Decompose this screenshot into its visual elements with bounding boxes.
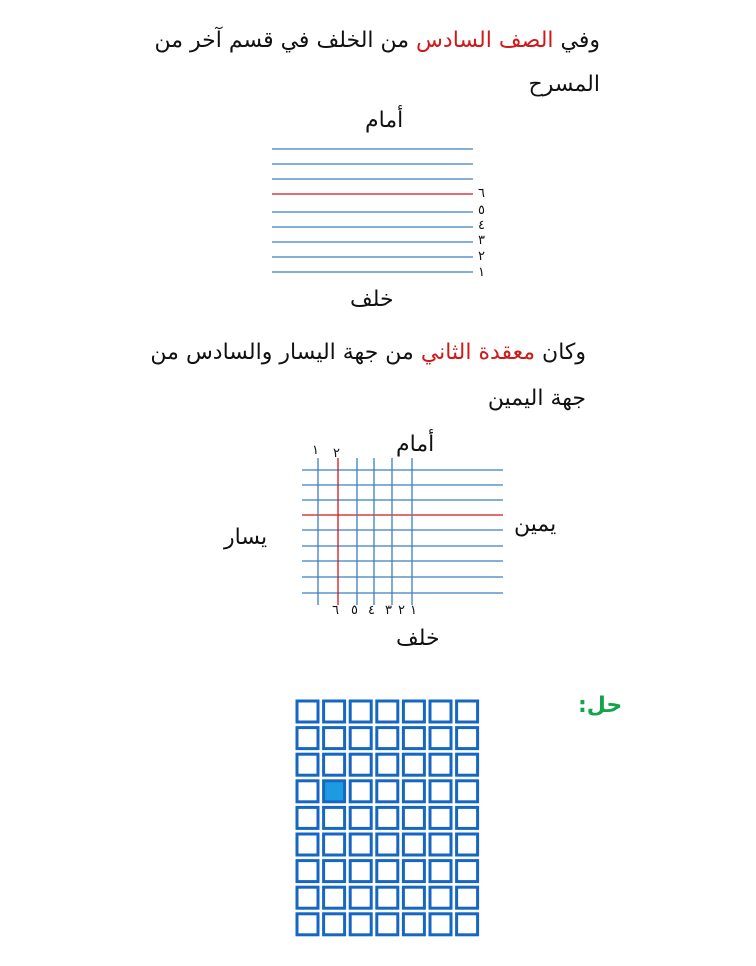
seat-cell: [297, 754, 318, 775]
row-number: ٥: [478, 203, 485, 218]
seat-cell: [403, 807, 424, 828]
seat-cell: [350, 887, 371, 908]
seat-cell: [430, 807, 451, 828]
seat-cell: [350, 728, 371, 749]
seat-cell: [403, 754, 424, 775]
seat-number: ١: [312, 443, 319, 458]
seat-cell: [377, 861, 398, 882]
row-number: ٢: [478, 249, 485, 264]
seat-cell: [430, 781, 451, 802]
seat-cell: [377, 754, 398, 775]
seat-cell: [377, 781, 398, 802]
paragraph-2-line-1: [150, 338, 586, 368]
diagram-2-right-label: يمين: [514, 512, 557, 537]
seat-number: ٣: [385, 603, 392, 618]
seat-cell: [457, 728, 478, 749]
seat-cell: [457, 781, 478, 802]
seat-cell: [297, 807, 318, 828]
seat-cell: [377, 914, 398, 935]
seat-cell: [403, 861, 424, 882]
paragraph-2-text-before: وكان: [535, 340, 586, 365]
paragraph-1-line-2: المسرح: [528, 72, 600, 97]
seat-cell: [297, 728, 318, 749]
paragraph-2-highlight: معقدة الثاني: [420, 340, 536, 365]
seat-cell: [430, 754, 451, 775]
diagram-2-back-label: خلف: [396, 626, 440, 651]
diagram-2-left-label: يسار: [224, 525, 268, 550]
seat-number: ٤: [368, 603, 375, 618]
seat-cell: [430, 701, 451, 722]
seat-cell: [350, 754, 371, 775]
seat-cell: [430, 834, 451, 855]
seat-cell: [350, 701, 371, 722]
seat-cell: [457, 887, 478, 908]
seat-cell: [457, 754, 478, 775]
seat-cell: [297, 701, 318, 722]
seat-cell: [350, 807, 371, 828]
seat-cell: [403, 914, 424, 935]
seat-cell: [457, 834, 478, 855]
seat-cell: [457, 807, 478, 828]
row-number: ١: [478, 265, 485, 280]
seat-cell: [457, 914, 478, 935]
seat-cell: [297, 781, 318, 802]
seat-cell: [324, 728, 345, 749]
paragraph-1-text-after: من الخلف في قسم آخر من: [154, 28, 417, 53]
seat-cell: [324, 754, 345, 775]
seat-cell: [430, 728, 451, 749]
seat-cell: [377, 834, 398, 855]
seat-cell: [430, 914, 451, 935]
seat-cell: [377, 887, 398, 908]
seat-cell: [457, 701, 478, 722]
seat-cell: [324, 861, 345, 882]
seat-cell: [377, 701, 398, 722]
seat-number: ٢: [333, 446, 340, 461]
paragraph-2-text-after: من جهة اليسار والسادس من: [150, 340, 421, 365]
seat-cell: [324, 834, 345, 855]
seat-cell: [377, 807, 398, 828]
seat-cell: [350, 914, 371, 935]
row-number: ٤: [478, 218, 485, 233]
paragraph-1-line-1: [154, 26, 600, 56]
seat-number: ١: [410, 603, 417, 618]
seat-number: ٥: [351, 603, 358, 618]
seat-cell: [324, 807, 345, 828]
seat-cell: [403, 834, 424, 855]
seat-cell: [324, 701, 345, 722]
row-number: ٣: [478, 233, 485, 248]
solution-label: حل:: [578, 693, 623, 718]
row-number: ٦: [478, 186, 485, 201]
seat-cell: [457, 861, 478, 882]
seat-cell: [403, 887, 424, 908]
seat-cell: [350, 781, 371, 802]
seat-cell: [297, 914, 318, 935]
seat-cell: [403, 728, 424, 749]
seat-cell: [350, 834, 371, 855]
seat-cell: [350, 861, 371, 882]
paragraph-1-highlight: الصف السادس: [416, 28, 554, 53]
seat-cell: [403, 781, 424, 802]
seat-number: ٢: [398, 603, 405, 618]
seat-cell: [430, 861, 451, 882]
seat-cell: [297, 861, 318, 882]
highlighted-seat-cell: [324, 781, 345, 802]
diagram-1-front-label: أمام: [365, 108, 404, 133]
seat-cell: [403, 701, 424, 722]
seat-cell: [297, 887, 318, 908]
seat-number: ٦: [332, 603, 339, 618]
seat-cell: [377, 728, 398, 749]
seat-cell: [297, 834, 318, 855]
seat-cell: [324, 887, 345, 908]
diagram-1-back-label: خلف: [350, 287, 394, 312]
paragraph-2-line-2: جهة اليمين: [487, 386, 586, 411]
diagram-2-front-label: أمام: [396, 432, 435, 457]
seat-cell: [324, 914, 345, 935]
seat-cell: [430, 887, 451, 908]
paragraph-1-text-before: وفي: [553, 28, 600, 53]
